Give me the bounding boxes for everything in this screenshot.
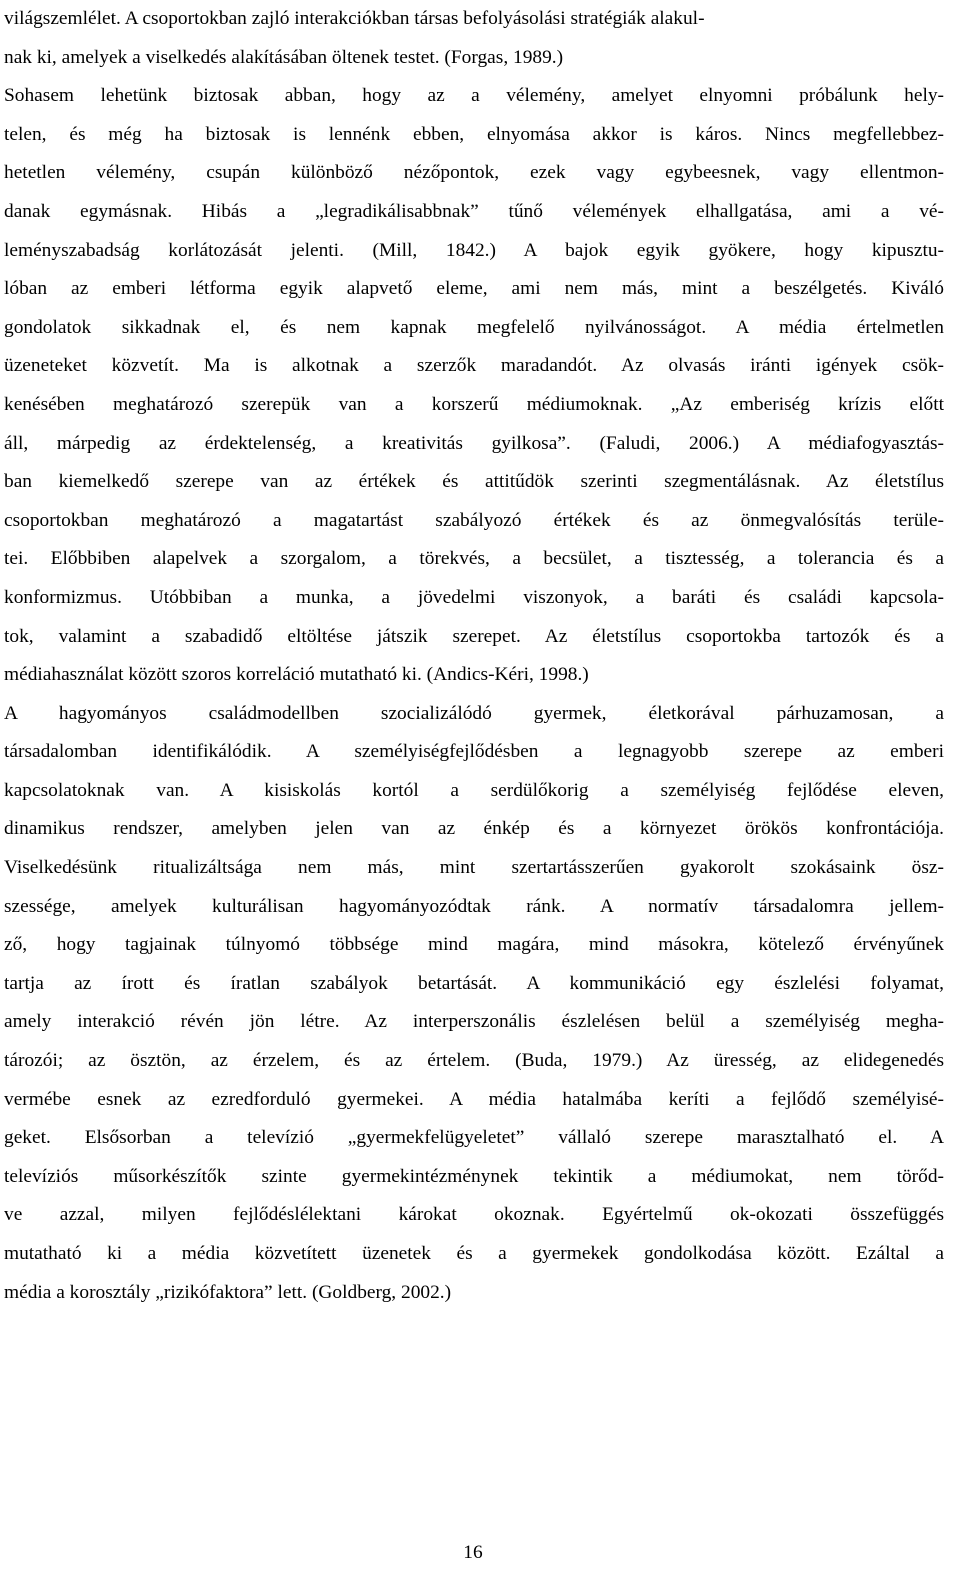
text-line: ző, hogy tagjainak túlnyomó többsége mind magára, mind másokra, kötelező érvényűnek [4,934,944,956]
text-line: kenésében meghatározó szerepük van a korszerű médiumoknak. „Az emberiség krízis előtt [4,393,944,415]
text-line: danak egymásnak. Hibás a „legradikálisabbnak” tűnő vélemények elhallgatása, ami a vé- [4,200,944,222]
text-line: televíziós műsorkészítők szinte gyermekintézménynek tekintik a médiumokat, nem törőd- [4,1165,944,1187]
text-line: ve azzal, milyen fejlődéslélektani károkat okoznak. Egyértelmű ok-okozati összefüggés [4,1204,944,1226]
text-line: A hagyományos családmodellben szocializálódó gyermek, életkorával párhuzamosan, a [4,702,944,724]
text-line: világszemlélet. A csoportokban zajló interakciókban társas befolyásolási stratégiák alakul- [4,8,705,29]
page-number: 16 [463,1542,483,1563]
text-line: tározói; az ösztön, az érzelem, és az értelem. (Buda, 1979.) Az üresség, az elidegenedés [4,1050,944,1072]
text-line: nak ki, amelyek a viselkedés alakításában öltenek testet. (Forgas, 1989.) [4,46,564,68]
text-line: ban kiemelkedő szerepe van az értékek és attitűdök szerinti szegmentálásnak. Az életstílus [4,471,944,493]
text-line: konformizmus. Utóbbiban a munka, a jövedelmi viszonyok, a baráti és családi kapcsola- [4,586,944,608]
text-line: Sohasem lehetünk biztosak abban, hogy az a vélemény, amelyet elnyomni próbálunk hely- [4,85,944,107]
text-line: mutatható ki a média közvetített üzenetek és a gyermekek gondolkodása között. Ezáltal a [4,1243,944,1264]
text-line: médiahasználat között szoros korreláció mutatható ki. (Andics-Kéri, 1998.) [4,664,589,686]
text-line: tei. Előbbiben alapelvek a szorgalom, a törekvés, a becsület, a tisztesség, a tolerancia és a [4,548,944,570]
text-line: vermébe esnek az ezredforduló gyermekei. A média hatalmába keríti a fejlődő személyisé- [4,1088,944,1110]
text-line: leményszabadság korlátozását jelenti. (Mill, 1842.) A bajok egyik gyökere, hogy kipusztu- [4,239,944,261]
text-line: csoportokban meghatározó a magatartást szabályozó értékek és az önmegvalósítás terüle- [4,509,944,531]
text-line: áll, márpedig az érdektelenség, a kreativitás gyilkosa”. (Faludi, 2006.) A médiafogyasztás- [4,432,944,454]
text-line: telen, és még ha biztosak is lennénk ebben, elnyomása akkor is káros. Nincs megfellebbez- [4,123,944,145]
text-line: társadalomban identifikálódik. A személyiségfejlődésben a legnagyobb szerepe az emberi [4,741,944,763]
text-line: szessége, amelyek kulturálisan hagyományozódtak ránk. A normatív társadalomra jellem- [4,895,944,917]
text-line: amely interakció révén jön létre. Az interperszonális észlelésen belül a személyiség megha- [4,1011,944,1033]
text-line: hetetlen vélemény, csupán különböző nézőpontok, ezek vagy egybeesnek, vagy ellentmon- [4,162,944,184]
text-line: lóban az emberi létforma egyik alapvető eleme, ami nem más, mint a beszélgetés. Kiváló [4,278,944,300]
text-line: dinamikus rendszer, amelyben jelen van az énkép és a környezet örökös konfrontációja. [4,818,944,840]
text-line: gondolatok sikkadnak el, és nem kapnak megfelelő nyilvánosságot. A média értelmetlen [4,316,944,338]
text-line: média a korosztály „rizikófaktora” lett. (Goldberg, 2002.) [4,1281,452,1303]
text-line: üzeneteket közvetít. Ma is alkotnak a szerzők maradandót. Az olvasás iránti igények csök- [4,355,944,377]
text-line: tartja az írott és íratlan szabályok betartását. A kommunikáció egy észlelési folyamat, [4,972,944,994]
text-line: Viselkedésünk ritualizáltsága nem más, mint szertartásszerűen gyakorolt szokásaink ösz- [4,857,944,879]
body-text [4,0,944,1312]
text-line: tok, valamint a szabadidő eltöltése játszik szerepet. Az életstílus csoportokba tartozók és a [4,625,944,647]
text-line: geket. Elsősorban a televízió „gyermekfelügyeletet” vállaló szerepe marasztalható el. A [4,1127,944,1149]
text-line: kapcsolatoknak van. A kisiskolás kortól a serdülőkorig a személyiség fejlődése eleven, [4,779,944,801]
